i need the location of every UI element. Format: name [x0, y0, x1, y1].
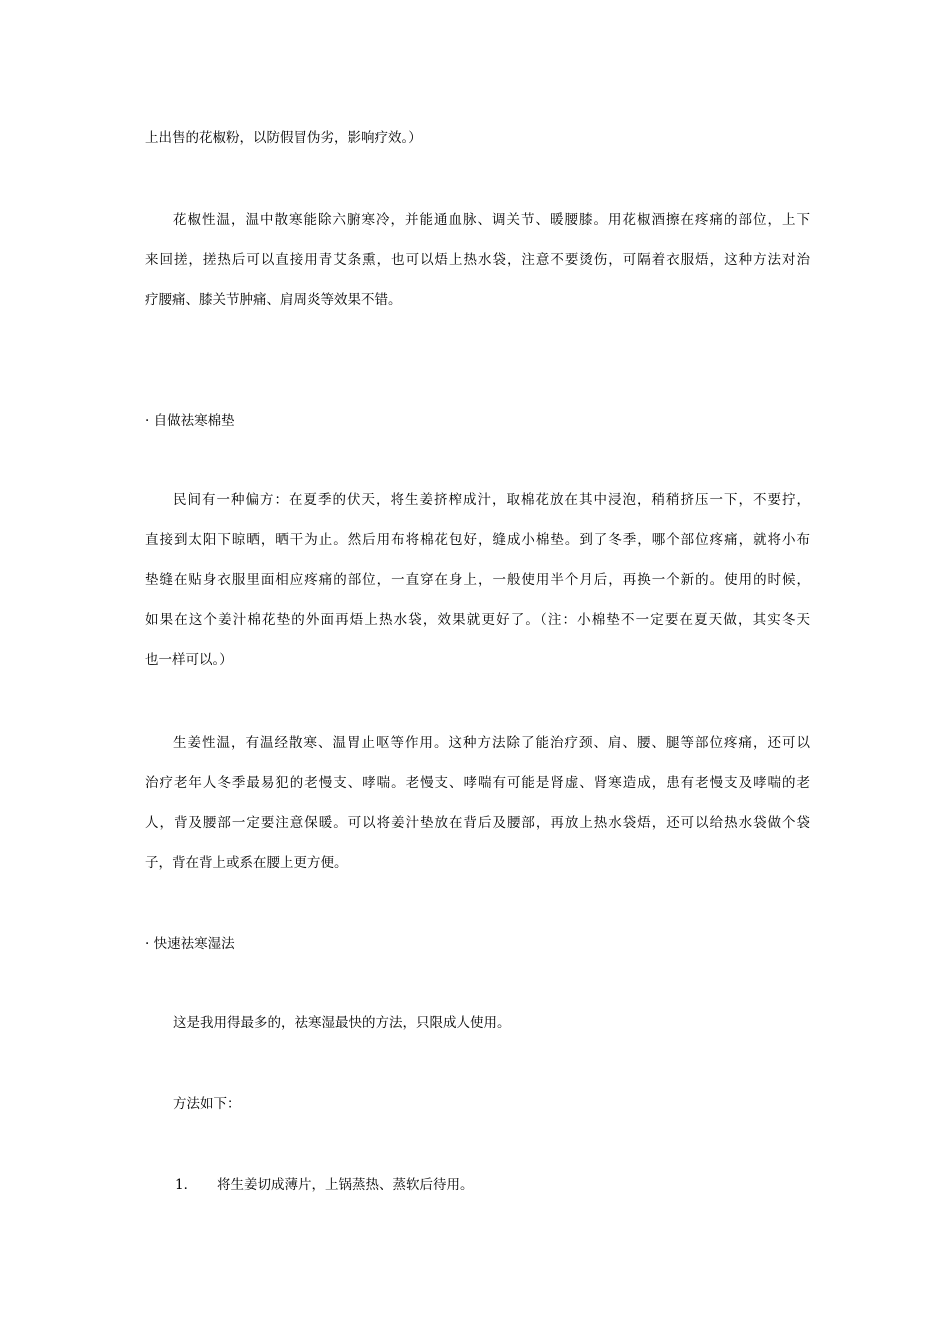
paragraph-line: 垫缝在贴身衣服里面相应疼痛的部位，一直穿在身上，一般使用半个月后，再换一个新的。使用的时候，	[145, 572, 810, 588]
paragraph-line: 也一样可以。）	[145, 652, 233, 668]
section-heading-cotton-pad: · 自做祛寒棉垫	[145, 413, 235, 429]
paragraph-line: 如果在这个姜汁棉花垫的外面再焐上热水袋，效果就更好了。（注：小棉垫不一定要在夏天做，其实冬天	[145, 612, 810, 628]
paragraph-intro: 这是我用得最多的，祛寒湿最快的方法，只限成人使用。	[173, 1015, 511, 1031]
paragraph-line: 直接到太阳下晾晒，晒干为止。然后用布将棉花包好，缝成小棉垫。到了冬季，哪个部位疼痛，就将小布	[145, 532, 810, 548]
paragraph-method-label: 方法如下：	[173, 1096, 241, 1112]
paragraph-line: 民间有一种偏方：在夏季的伏天，将生姜挤榨成汁，取棉花放在其中浸泡，稍稍挤压一下，不要拧，	[173, 492, 810, 508]
paragraph-line: 生姜性温，有温经散寒、温胃止呕等作用。这种方法除了能治疗颈、肩、腰、腿等部位疼痛，还可以	[173, 735, 810, 751]
section-heading-quick-method: · 快速祛寒湿法	[145, 936, 235, 952]
paragraph-line: 来回搓，搓热后可以直接用青艾条熏，也可以焐上热水袋，注意不要烫伤，可隔着衣服焐，这种方法对治	[145, 252, 810, 268]
list-item-text: 将生姜切成薄片，上锅蒸热、蒸软后待用。	[217, 1177, 474, 1193]
paragraph-line: 人，背及腰部一定要注意保暖。可以将姜汁垫放在背后及腰部，再放上热水袋焐，还可以给热水袋做个袋	[145, 815, 810, 831]
paragraph-line: 疗腰痛、膝关节肿痛、肩周炎等效果不错。	[145, 292, 402, 308]
paragraph-line: 花椒性温，温中散寒能除六腑寒冷，并能通血脉、调关节、暖腰膝。用花椒酒擦在疼痛的部位，上下	[173, 212, 810, 228]
paragraph-continuation: 上出售的花椒粉，以防假冒伪劣，影响疗效。）	[145, 130, 422, 146]
paragraph-line: 治疗老年人冬季最易犯的老慢支、哮喘。老慢支、哮喘有可能是肾虚、肾寒造成，患有老慢支及哮喘的老	[145, 775, 810, 791]
paragraph-line: 子，背在背上或系在腰上更方便。	[145, 855, 348, 871]
list-item-number: 1．	[175, 1177, 198, 1193]
